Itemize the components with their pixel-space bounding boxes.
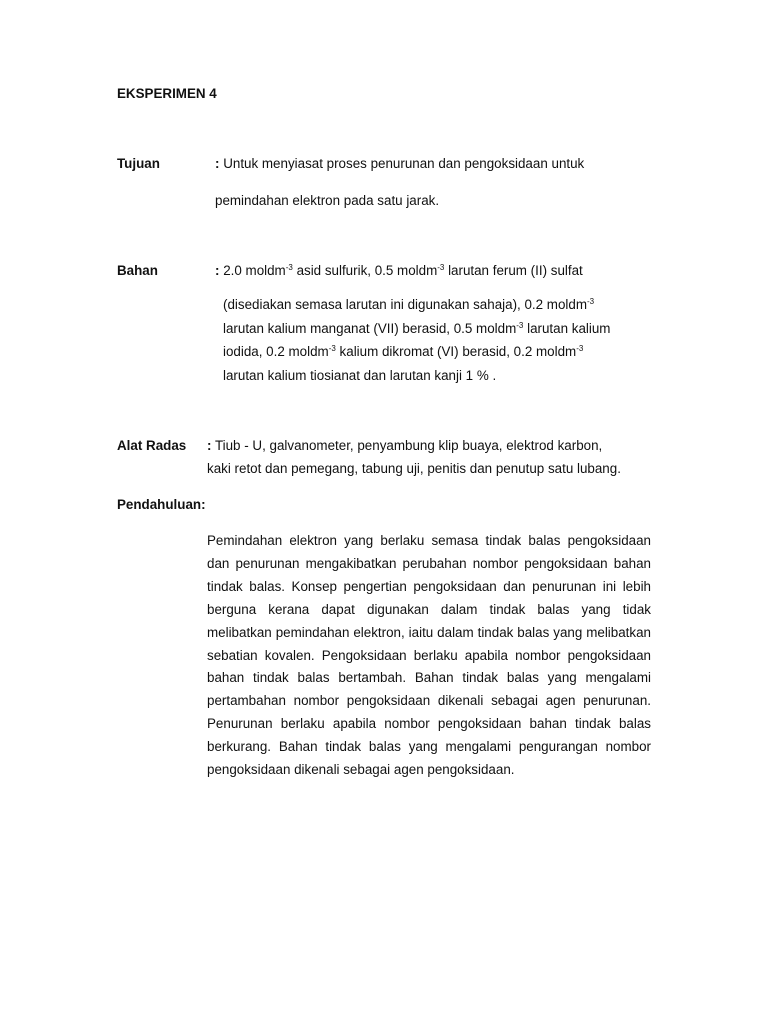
bahan-text: larutan ferum (II) sulfat <box>444 263 583 278</box>
bahan-superscript: -3 <box>328 344 336 353</box>
alat-radas-line-2: kaki retot dan pemegang, tabung uji, penitis dan penutup satu lubang. <box>207 461 621 476</box>
bahan-superscript: -3 <box>437 263 445 272</box>
bahan-line-4 <box>223 344 583 359</box>
tujuan-colon: : <box>215 156 220 171</box>
tujuan-text-1: Untuk menyiasat proses penurunan dan pengoksidaan untuk <box>223 156 585 171</box>
bahan-label: Bahan <box>117 263 158 278</box>
tujuan-label: Tujuan <box>117 156 160 171</box>
pendahuluan-label: Pendahuluan: <box>117 497 206 512</box>
bahan-text: larutan kalium <box>523 321 611 336</box>
bahan-superscript: -3 <box>587 297 595 306</box>
bahan-text: (disediakan semasa larutan ini digunakan sahaja), 0.2 moldm <box>223 297 587 312</box>
alat-radas-label: Alat Radas <box>117 438 187 453</box>
bahan-line-5: larutan kalium tiosianat dan larutan kanji 1 % . <box>223 368 497 383</box>
tujuan-line-2: pemindahan elektron pada satu jarak. <box>215 193 440 208</box>
bahan-superscript: -3 <box>576 344 584 353</box>
bahan-line-3 <box>223 321 610 336</box>
bahan-superscript: -3 <box>285 263 293 272</box>
bahan-colon: : <box>215 263 220 278</box>
alat-radas-text-1: Tiub - U, galvanometer, penyambung klip buaya, elektrod karbon, <box>214 438 603 453</box>
bahan-line-2 <box>223 297 594 312</box>
alat-radas-line-1 <box>207 438 602 453</box>
pendahuluan-paragraph: Pemindahan elektron yang berlaku semasa tindak balas pengoksidaan dan penurunan mengakibatkan perubahan nombor pengoksidaan bahan tindak balas. Konsep pengertian pengoksidaan dan penurunan ini lebih berguna kerana dapat digunakan dalam tindak balas yang tidak melibatkan pemindahan elektron, iaitu dalam tindak balas yang melibatkan sebatian kovalen. Pengoksidaan berlaku apabila nombor pengoksidaan bahan tindak balas bertambah. Bahan tindak balas yang mengalami pertambahan nombor pengoksidaan dikenali sebagai agen penurunan. Penurunan berlaku apabila nombor pengoksidaan bahan tindak balas berkurang. Bahan tindak balas yang mengalami pengurangan nombor pengoksidaan dikenali sebagai agen pengoksidaan. <box>207 533 651 778</box>
bahan-text: 2.0 moldm <box>223 263 286 278</box>
bahan-text: larutan kalium manganat (VII) berasid, 0.5 moldm <box>223 321 517 336</box>
bahan-text: asid sulfurik, 0.5 moldm <box>292 263 438 278</box>
bahan-superscript: -3 <box>516 321 524 330</box>
bahan-line-1 <box>215 263 583 278</box>
pendahuluan-body <box>207 530 651 782</box>
tujuan-line-1 <box>215 156 584 171</box>
bahan-text: kalium dikromat (VI) berasid, 0.2 moldm <box>335 344 577 359</box>
bahan-text: iodida, 0.2 moldm <box>223 344 329 359</box>
alat-radas-colon: : <box>207 438 212 453</box>
page-title: EKSPERIMEN 4 <box>117 86 217 101</box>
